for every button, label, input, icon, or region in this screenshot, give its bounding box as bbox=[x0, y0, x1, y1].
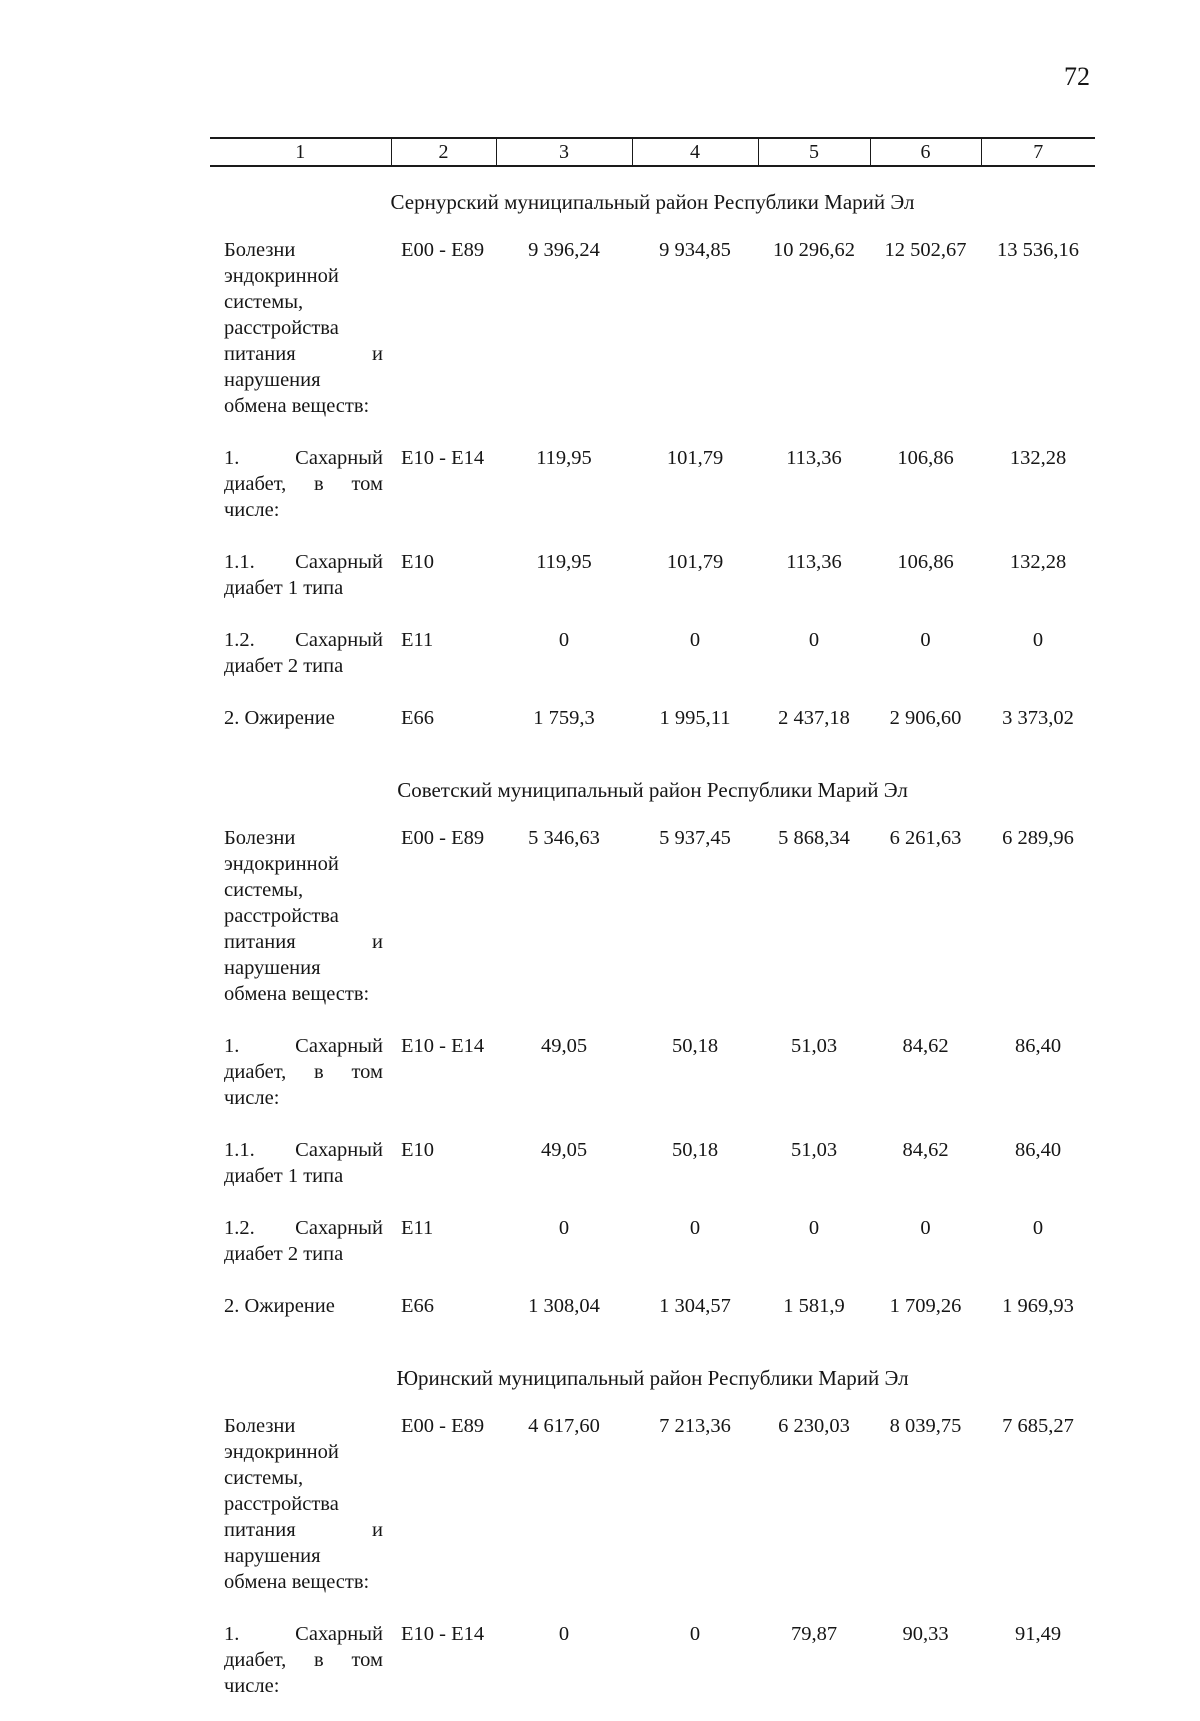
indicator-name: 2. Ожирение bbox=[224, 707, 335, 729]
section-title: Сернурский муниципальный район Республики Марий Эл bbox=[390, 190, 915, 214]
indicator-name: 1.1. Сахарный диабет 1 типа bbox=[224, 1139, 383, 1187]
table-body bbox=[210, 166, 1095, 1721]
icd-code: Е00 - Е89 bbox=[401, 827, 485, 849]
value-cell: 0 bbox=[558, 1217, 570, 1239]
column-header: 1 bbox=[210, 138, 391, 166]
value-cell: 3 373,02 bbox=[1002, 707, 1074, 729]
value-cell: 8 039,75 bbox=[889, 1415, 962, 1437]
value-cell: 84,62 bbox=[902, 1139, 949, 1161]
icd-code: Е10 - Е14 bbox=[401, 447, 485, 469]
value-cell: 79,87 bbox=[790, 1623, 838, 1645]
value-cell: 0 bbox=[558, 1623, 570, 1645]
value-cell: 9 934,85 bbox=[659, 239, 731, 261]
value-cell: 7 685,27 bbox=[1002, 1415, 1074, 1437]
column-header: 4 bbox=[632, 138, 758, 166]
value-cell: 1 969,93 bbox=[1002, 1295, 1074, 1317]
statistics-table bbox=[210, 137, 1095, 1721]
section-heading-row bbox=[210, 753, 1095, 821]
value-cell: 0 bbox=[689, 629, 701, 651]
indicator-name: 1.2. Сахарный диабет 2 типа bbox=[224, 629, 383, 677]
column-header: 6 bbox=[870, 138, 981, 166]
icd-code: Е11 bbox=[401, 1217, 434, 1239]
table-row bbox=[210, 821, 1095, 1029]
value-cell: 12 502,67 bbox=[884, 239, 967, 261]
value-cell: 9 396,24 bbox=[528, 239, 600, 261]
icd-code: Е00 - Е89 bbox=[401, 1415, 485, 1437]
table-row bbox=[210, 623, 1095, 701]
value-cell: 0 bbox=[558, 629, 570, 651]
value-cell: 106,86 bbox=[897, 551, 954, 573]
value-cell: 7 213,36 bbox=[659, 1415, 731, 1437]
indicator-name: 1.1. Сахарный диабет 1 типа bbox=[224, 551, 383, 599]
value-cell: 0 bbox=[808, 1217, 820, 1239]
value-cell: 0 bbox=[1032, 629, 1044, 651]
indicator-name: Болезни эндокринной системы, расстройства питания и нарушения обмена веществ: bbox=[224, 1415, 383, 1593]
value-cell: 101,79 bbox=[666, 551, 724, 573]
value-cell: 13 536,16 bbox=[997, 239, 1079, 261]
value-cell: 50,18 bbox=[671, 1035, 719, 1057]
value-cell: 84,62 bbox=[902, 1035, 949, 1057]
column-header: 7 bbox=[981, 138, 1095, 166]
indicator-name: 1. Сахарный диабет, в том числе: bbox=[224, 1035, 383, 1109]
value-cell: 6 289,96 bbox=[1002, 827, 1074, 849]
value-cell: 106,86 bbox=[897, 447, 954, 469]
value-cell: 91,49 bbox=[1014, 1623, 1062, 1645]
icd-code: Е10 bbox=[401, 551, 435, 573]
icd-code: Е10 - Е14 bbox=[401, 1035, 485, 1057]
value-cell: 50,18 bbox=[671, 1139, 719, 1161]
value-cell: 1 995,11 bbox=[659, 707, 731, 729]
table-row bbox=[210, 545, 1095, 623]
column-header: 3 bbox=[496, 138, 632, 166]
indicator-name: Болезни эндокринной системы, расстройства питания и нарушения обмена веществ: bbox=[224, 239, 383, 417]
value-cell: 51,03 bbox=[790, 1035, 838, 1057]
value-cell: 1 759,3 bbox=[533, 707, 595, 729]
icd-code: Е66 bbox=[401, 707, 435, 729]
value-cell: 0 bbox=[1032, 1217, 1044, 1239]
value-cell: 5 937,45 bbox=[659, 827, 731, 849]
section-heading-row bbox=[210, 166, 1095, 233]
column-number-header bbox=[210, 138, 1095, 166]
icd-code: Е10 - Е14 bbox=[401, 1623, 485, 1645]
indicator-name: 1. Сахарный диабет, в том числе: bbox=[224, 1623, 383, 1697]
page-number: 72 bbox=[1064, 62, 1090, 91]
value-cell: 86,40 bbox=[1014, 1035, 1062, 1057]
value-cell: 51,03 bbox=[790, 1139, 838, 1161]
value-cell: 5 868,34 bbox=[778, 827, 850, 849]
section-title: Юринский муниципальный район Республики Марий Эл bbox=[396, 1366, 909, 1390]
value-cell: 119,95 bbox=[536, 551, 592, 573]
table-row bbox=[210, 701, 1095, 753]
value-cell: 132,28 bbox=[1009, 551, 1067, 573]
indicator-name: 1.2. Сахарный диабет 2 типа bbox=[224, 1217, 383, 1265]
section-heading-row bbox=[210, 1341, 1095, 1409]
value-cell: 49,05 bbox=[540, 1035, 588, 1057]
icd-code: Е00 - Е89 bbox=[401, 239, 485, 261]
value-cell: 4 617,60 bbox=[528, 1415, 600, 1437]
table-row bbox=[210, 441, 1095, 545]
section-title: Советский муниципальный район Республики Марий Эл bbox=[397, 778, 908, 802]
value-cell: 49,05 bbox=[540, 1139, 588, 1161]
table-row bbox=[210, 1617, 1095, 1721]
value-cell: 0 bbox=[689, 1217, 701, 1239]
value-cell: 6 230,03 bbox=[778, 1415, 850, 1437]
indicator-name: 2. Ожирение bbox=[224, 1295, 335, 1317]
value-cell: 132,28 bbox=[1009, 447, 1067, 469]
table-row bbox=[210, 1029, 1095, 1133]
indicator-name: 1. Сахарный диабет, в том числе: bbox=[224, 447, 383, 521]
value-cell: 2 437,18 bbox=[778, 707, 850, 729]
table-row bbox=[210, 1211, 1095, 1289]
table-row bbox=[210, 1133, 1095, 1211]
value-cell: 119,95 bbox=[536, 447, 592, 469]
value-cell: 5 346,63 bbox=[528, 827, 600, 849]
value-cell: 0 bbox=[920, 629, 931, 651]
value-cell: 6 261,63 bbox=[889, 827, 962, 849]
value-cell: 1 581,9 bbox=[783, 1295, 845, 1317]
icd-code: Е10 bbox=[401, 1139, 435, 1161]
column-header: 5 bbox=[758, 138, 870, 166]
value-cell: 86,40 bbox=[1014, 1139, 1062, 1161]
value-cell: 113,36 bbox=[786, 551, 842, 573]
value-cell: 0 bbox=[808, 629, 820, 651]
value-cell: 1 304,57 bbox=[659, 1295, 731, 1317]
value-cell: 1 709,26 bbox=[889, 1295, 962, 1317]
value-cell: 0 bbox=[920, 1217, 931, 1239]
value-cell: 10 296,62 bbox=[773, 239, 855, 261]
value-cell: 113,36 bbox=[786, 447, 842, 469]
column-header: 2 bbox=[391, 138, 496, 166]
value-cell: 2 906,60 bbox=[889, 707, 962, 729]
value-cell: 101,79 bbox=[666, 447, 724, 469]
indicator-name: Болезни эндокринной системы, расстройства питания и нарушения обмена веществ: bbox=[224, 827, 383, 1005]
table-row bbox=[210, 1409, 1095, 1617]
table-row bbox=[210, 233, 1095, 441]
value-cell: 1 308,04 bbox=[528, 1295, 600, 1317]
icd-code: Е11 bbox=[401, 629, 434, 651]
value-cell: 90,33 bbox=[902, 1623, 949, 1645]
table-row bbox=[210, 1289, 1095, 1341]
value-cell: 0 bbox=[689, 1623, 701, 1645]
icd-code: Е66 bbox=[401, 1295, 435, 1317]
